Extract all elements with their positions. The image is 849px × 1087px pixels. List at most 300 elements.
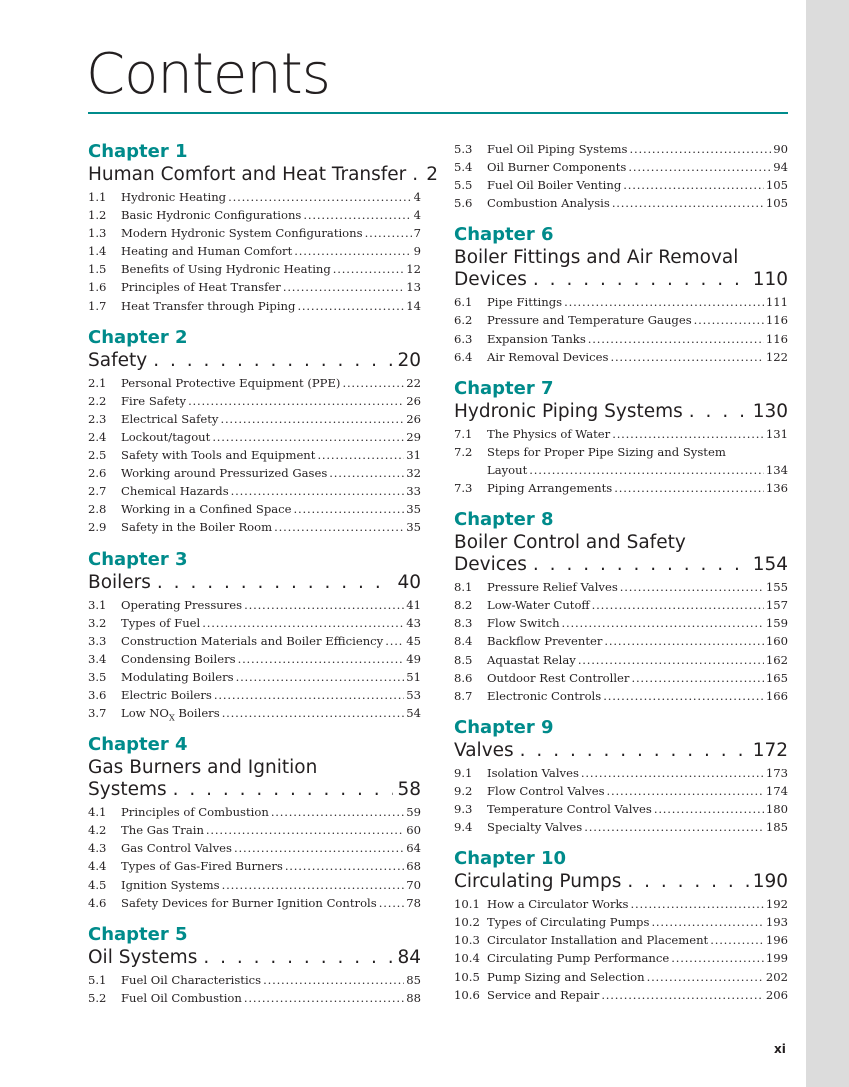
chapter-block [88, 326, 421, 537]
section-title [487, 895, 629, 913]
toc-entry[interactable] [454, 687, 788, 705]
toc-entry[interactable] [454, 348, 788, 366]
section-list [454, 425, 788, 497]
dot-leader [412, 164, 422, 186]
section-number: 1.4 [88, 244, 107, 259]
section-page: 22 [406, 375, 421, 390]
toc-entry[interactable] [454, 614, 788, 632]
dot-leader [533, 554, 749, 576]
toc-entry[interactable] [454, 895, 788, 913]
section-number: 9.1 [454, 765, 473, 780]
section-title-text: Fuel Oil Boiler Venting [487, 178, 622, 193]
chapter-title[interactable] [88, 757, 421, 801]
section-title-text: Working in a Confined Space [121, 502, 292, 517]
toc-entry[interactable] [88, 989, 421, 1007]
dot-leader [342, 374, 404, 392]
chapter-title[interactable] [88, 164, 439, 186]
section-title [121, 614, 200, 632]
dot-leader [385, 632, 404, 650]
section-page: 4 [413, 190, 421, 204]
dot-leader [244, 989, 404, 1007]
section-title-text: Expansion Tanks [487, 331, 586, 346]
dot-leader [592, 596, 764, 614]
section-number: 5.5 [454, 178, 473, 193]
section-title-text: Isolation Valves [487, 765, 579, 780]
chapter-page: 20 [397, 349, 421, 371]
dot-leader [623, 176, 764, 194]
section-title-text: The Physics of Water [487, 426, 611, 441]
section-title [487, 479, 612, 497]
section-title-text: Backflow Preventer [487, 634, 603, 649]
chapter-title[interactable] [454, 740, 788, 762]
toc-entry[interactable] [88, 704, 421, 722]
chapter-block [88, 140, 439, 315]
section-title [487, 140, 628, 158]
section-title-suffix: Boilers [174, 706, 220, 721]
toc-entry[interactable] [454, 782, 788, 800]
section-page: 64 [406, 841, 421, 856]
toc-entry[interactable] [454, 140, 788, 158]
section-title [121, 428, 210, 446]
toc-entry[interactable] [88, 650, 421, 668]
dot-leader [578, 651, 764, 669]
section-page: 33 [406, 484, 421, 499]
chapter-block [88, 733, 421, 912]
section-page: 41 [406, 597, 421, 612]
chapter-page: 40 [397, 571, 421, 593]
chapter-title-last-line [454, 740, 788, 762]
toc-entry[interactable] [88, 518, 421, 536]
section-page: 166 [765, 688, 788, 703]
section-number: 4.6 [88, 895, 107, 910]
dot-leader [263, 971, 404, 989]
section-number: 8.2 [454, 598, 473, 613]
dot-leader [157, 572, 394, 594]
chapter-title[interactable] [88, 572, 421, 594]
section-title-text: Circulator Installation and Placement [487, 933, 709, 948]
section-number: 8.4 [454, 634, 473, 649]
section-number: 3.3 [88, 633, 107, 648]
section-title [121, 446, 315, 464]
chapter-title[interactable] [454, 401, 788, 423]
section-number: 7.1 [454, 426, 473, 441]
toc-entry[interactable] [88, 374, 421, 392]
toc-entry[interactable] [88, 224, 421, 242]
chapter-title[interactable] [88, 947, 421, 969]
section-page: 14 [406, 298, 421, 313]
chapter-page: 58 [397, 779, 421, 801]
section-page: 157 [765, 598, 788, 613]
section-title-text: Gas Control Valves [121, 841, 232, 856]
section-number: 10.6 [454, 987, 480, 1002]
section-title-text: Condensing Boilers [121, 651, 236, 666]
section-title [121, 464, 327, 482]
section-title [121, 297, 295, 315]
section-title-text: Electrical Safety [121, 411, 219, 426]
toc-entry[interactable] [88, 188, 421, 206]
chapter-title-last-line [454, 269, 788, 291]
dot-leader [206, 821, 404, 839]
section-page: 134 [765, 462, 788, 477]
section-title [121, 632, 383, 650]
toc-entry[interactable] [88, 894, 421, 912]
section-number: 2.6 [88, 466, 107, 481]
dot-leader [584, 818, 764, 836]
section-list [88, 596, 421, 723]
section-title-text: Chemical Hazards [121, 484, 229, 499]
toc-entry[interactable] [454, 931, 788, 949]
toc-entry[interactable] [88, 482, 421, 500]
toc-entry[interactable] [454, 669, 788, 687]
section-title-text: Safety in the Boiler Room [121, 520, 273, 535]
toc-entry[interactable] [88, 876, 421, 894]
section-page: 185 [765, 820, 788, 835]
dot-leader [654, 800, 764, 818]
section-page: 196 [765, 933, 788, 948]
section-title-text: Pipe Fittings [487, 295, 563, 310]
section-title [487, 194, 610, 212]
section-title [121, 971, 261, 989]
section-page: 32 [406, 466, 421, 481]
chapter-title-last-line [88, 164, 439, 186]
section-title-text: Types of Gas-Fired Burners [121, 859, 283, 874]
chapter-page: 172 [752, 739, 788, 761]
dot-leader [329, 464, 404, 482]
dot-leader [173, 779, 394, 801]
chapter-page: 84 [397, 946, 421, 968]
section-title-text: Circulating Pump Performance [487, 951, 670, 966]
toc-entry[interactable] [454, 651, 788, 669]
section-number: 3.2 [88, 615, 107, 630]
chapter-page: 110 [752, 269, 788, 291]
section-number: 4.1 [88, 805, 107, 820]
dot-leader [297, 297, 404, 315]
section-title [121, 803, 269, 821]
section-title-text: Fire Safety [121, 393, 187, 408]
chapter-title[interactable] [454, 532, 788, 576]
section-page: 49 [406, 651, 421, 666]
toc-entry[interactable] [88, 614, 421, 632]
chapter-title-text: Boilers [88, 571, 151, 593]
section-title-text: Modern Hydronic System Configurations [121, 226, 363, 241]
toc-entry[interactable] [88, 206, 421, 224]
page-title: Contents [86, 42, 330, 107]
toc-entry[interactable] [88, 278, 421, 296]
toc-entry[interactable] [88, 971, 421, 989]
section-title-text: Flow Control Valves [487, 783, 605, 798]
dot-leader [283, 278, 404, 296]
chapter-title-line: Boiler Fittings and Air Removal [454, 247, 739, 269]
toc-entry[interactable] [454, 949, 788, 967]
section-number: 5.4 [454, 160, 473, 175]
section-number: 3.7 [88, 706, 107, 721]
section-page: 35 [406, 520, 421, 535]
section-page: 116 [765, 331, 788, 346]
section-list [88, 971, 421, 1007]
dot-leader [274, 518, 404, 536]
section-page: 159 [765, 616, 788, 631]
section-title [487, 158, 626, 176]
section-page: 206 [765, 987, 788, 1002]
dot-leader [612, 425, 764, 443]
section-number: 10.3 [454, 933, 480, 948]
dot-leader [236, 668, 405, 686]
section-title-text: Types of Fuel [121, 615, 201, 630]
section-title [487, 986, 599, 1004]
toc-entry[interactable] [454, 632, 788, 650]
section-page: 173 [765, 765, 788, 780]
dot-leader [603, 687, 764, 705]
section-title-text: Combustion Analysis [487, 196, 610, 211]
section-list [454, 764, 788, 836]
section-title [121, 224, 363, 242]
chapter-title-text: Systems [88, 779, 167, 801]
section-title [487, 818, 582, 836]
section-title-text: Construction Materials and Boiler Efficiency [121, 633, 384, 648]
toc-entry[interactable] [88, 686, 421, 704]
page-number: xi [774, 1042, 786, 1056]
section-number: 6.1 [454, 295, 473, 310]
section-page: 60 [406, 823, 421, 838]
section-title [121, 839, 232, 857]
section-number: 5.1 [88, 972, 107, 987]
section-title-text: Pump Sizing and Selection [487, 969, 645, 984]
section-title [121, 500, 292, 518]
dot-leader [631, 895, 764, 913]
toc-entry[interactable] [454, 818, 788, 836]
section-title [121, 392, 186, 410]
section-number: 4.3 [88, 841, 107, 856]
dot-leader [627, 871, 748, 893]
section-title [487, 176, 621, 194]
section-list [88, 188, 421, 315]
section-title [487, 651, 576, 669]
section-title-text: Oil Burner Components [487, 160, 627, 175]
section-number: 10.4 [454, 951, 480, 966]
toc-entry[interactable] [88, 839, 421, 857]
toc-entry[interactable] [88, 668, 421, 686]
dot-leader [317, 446, 404, 464]
chapter-label: Chapter 7 [454, 377, 554, 399]
section-page: 122 [765, 349, 788, 364]
chapter-block [454, 377, 788, 497]
dot-leader [214, 686, 404, 704]
chapter-page: 2 [426, 164, 439, 185]
dot-leader [520, 740, 749, 762]
section-number: 3.6 [88, 687, 107, 702]
section-title [487, 782, 605, 800]
section-title-text: Principles of Combustion [121, 805, 269, 820]
chapter-title-text: Hydronic Piping Systems [454, 400, 683, 422]
toc-entry[interactable] [88, 410, 421, 428]
toc-entry[interactable] [88, 428, 421, 446]
toc-entry[interactable] [454, 330, 788, 348]
section-title-text: Types of Circulating Pumps [487, 915, 650, 930]
toc-entry[interactable] [88, 632, 421, 650]
toc-entry[interactable] [88, 392, 421, 410]
section-title-text: Lockout/tagout [121, 429, 211, 444]
section-number: 1.2 [88, 208, 107, 223]
toc-entry[interactable] [454, 194, 788, 212]
section-number: 1.6 [88, 280, 107, 295]
section-number: 8.3 [454, 616, 473, 631]
section-number: 10.1 [454, 897, 480, 912]
section-title [121, 242, 292, 260]
section-page: 88 [406, 990, 421, 1005]
section-title [121, 650, 236, 668]
dot-leader [244, 596, 404, 614]
dot-leader [238, 650, 405, 668]
toc-entry[interactable] [454, 293, 788, 311]
section-page: 136 [765, 481, 788, 496]
section-title-text: Low-Water Cutoff [487, 598, 590, 613]
section-title [121, 857, 283, 875]
section-page: 35 [406, 502, 421, 517]
section-page: 94 [773, 160, 788, 175]
toc-entry[interactable] [88, 260, 421, 278]
dot-leader [333, 260, 404, 278]
chapter-block [454, 508, 788, 705]
chapter-title-last-line [454, 871, 788, 893]
chapter-page: 154 [752, 554, 788, 576]
section-number: 9.4 [454, 820, 473, 835]
section-title [487, 578, 618, 596]
toc-entry[interactable] [454, 764, 788, 782]
section-number: 9.2 [454, 783, 473, 798]
section-title-text: Basic Hydronic Configurations [121, 208, 302, 223]
toc-entry[interactable] [454, 968, 788, 986]
section-title-text: Air Removal Devices [487, 349, 609, 364]
section-title [121, 686, 212, 704]
toc-entry[interactable] [454, 311, 788, 329]
dot-leader [562, 614, 764, 632]
dot-leader [610, 348, 763, 366]
section-title-text: Outdoor Rest Controller [487, 670, 630, 685]
dot-leader [222, 876, 405, 894]
toc-entry[interactable] [454, 158, 788, 176]
chapter-label: Chapter 8 [454, 509, 554, 531]
chapter-label: Chapter 5 [88, 923, 188, 945]
toc-entry[interactable] [454, 425, 788, 443]
chapter-label: Chapter 1 [88, 141, 188, 162]
chapter-title[interactable] [454, 247, 788, 291]
section-number: 7.2 [454, 444, 473, 459]
section-list [88, 803, 421, 912]
toc-entry[interactable] [88, 857, 421, 875]
chapter-title-last-line [88, 572, 421, 594]
chapter-title-line: Gas Burners and Ignition [88, 757, 318, 779]
section-number: 1.5 [88, 262, 107, 277]
section-number: 2.3 [88, 411, 107, 426]
section-title-text: The Gas Train [121, 823, 204, 838]
toc-entry[interactable] [454, 986, 788, 1004]
toc-entry[interactable] [88, 446, 421, 464]
section-page: 105 [765, 178, 788, 193]
toc-entry[interactable] [88, 500, 421, 518]
toc-entry[interactable] [88, 596, 421, 614]
dot-leader [604, 632, 763, 650]
section-list [454, 895, 788, 1004]
section-title-continued: Layout [487, 462, 528, 477]
dot-leader [365, 224, 412, 242]
toc-entry[interactable] [454, 913, 788, 931]
section-number: 8.6 [454, 670, 473, 685]
section-title [487, 348, 608, 366]
dot-leader [588, 330, 764, 348]
section-page: 68 [406, 859, 421, 874]
toc-entry[interactable] [88, 242, 421, 260]
section-page: 192 [765, 897, 788, 912]
chapter-title[interactable] [454, 871, 788, 893]
section-page: 131 [765, 426, 788, 441]
section-page: 165 [765, 670, 788, 685]
section-title-text: Operating Pressures [121, 597, 243, 612]
section-number: 1.1 [88, 190, 107, 204]
section-title [487, 632, 602, 650]
section-title [487, 913, 649, 931]
dot-leader [303, 206, 411, 224]
toc-entry[interactable] [88, 464, 421, 482]
section-title-text: Safety Devices for Burner Ignition Controls [121, 895, 377, 910]
toc-entry[interactable] [454, 596, 788, 614]
section-page: 29 [406, 429, 421, 444]
chapter-block [88, 923, 421, 1007]
section-number: 8.5 [454, 652, 473, 667]
section-title [487, 764, 579, 782]
dot-leader [529, 461, 764, 479]
section-title-text: How a Circulator Works [487, 897, 629, 912]
toc-entry[interactable] [454, 578, 788, 596]
section-number: 2.8 [88, 502, 107, 517]
toc-entry[interactable] [88, 803, 421, 821]
toc-entry[interactable] [454, 443, 788, 461]
dot-leader [231, 482, 405, 500]
section-page: 4 [413, 208, 421, 223]
toc-entry[interactable] [454, 479, 788, 497]
section-page: 26 [406, 411, 421, 426]
toc-entry[interactable] [88, 821, 421, 839]
section-title-text: Safety with Tools and Equipment [121, 448, 316, 463]
section-title-text: Hydronic Heating [121, 190, 227, 204]
section-number: 2.4 [88, 429, 107, 444]
dot-leader [153, 350, 393, 372]
section-title-text: Ignition Systems [121, 877, 220, 892]
toc-entry[interactable] [88, 297, 421, 315]
toc-entry[interactable] [454, 176, 788, 194]
dot-leader [222, 704, 405, 722]
section-title [487, 669, 629, 687]
dot-leader [710, 931, 764, 949]
dot-leader [628, 158, 771, 176]
section-page: 54 [406, 706, 421, 721]
chapter-title[interactable] [88, 350, 421, 372]
section-title [487, 425, 610, 443]
section-title-text: Benefits of Using Hydronic Heating [121, 262, 331, 277]
section-title [121, 596, 242, 614]
section-title [121, 668, 234, 686]
toc-entry-continued[interactable] [454, 461, 788, 479]
section-title-text: Heat Transfer through Piping [121, 298, 296, 313]
section-title [121, 260, 331, 278]
toc-entry[interactable] [454, 800, 788, 818]
chapter-label: Chapter 6 [454, 224, 554, 246]
section-title [121, 989, 242, 1007]
section-title [487, 311, 692, 329]
dot-leader [647, 968, 764, 986]
section-page: 43 [406, 615, 421, 630]
section-number: 2.5 [88, 448, 107, 463]
section-page: 59 [406, 805, 421, 820]
